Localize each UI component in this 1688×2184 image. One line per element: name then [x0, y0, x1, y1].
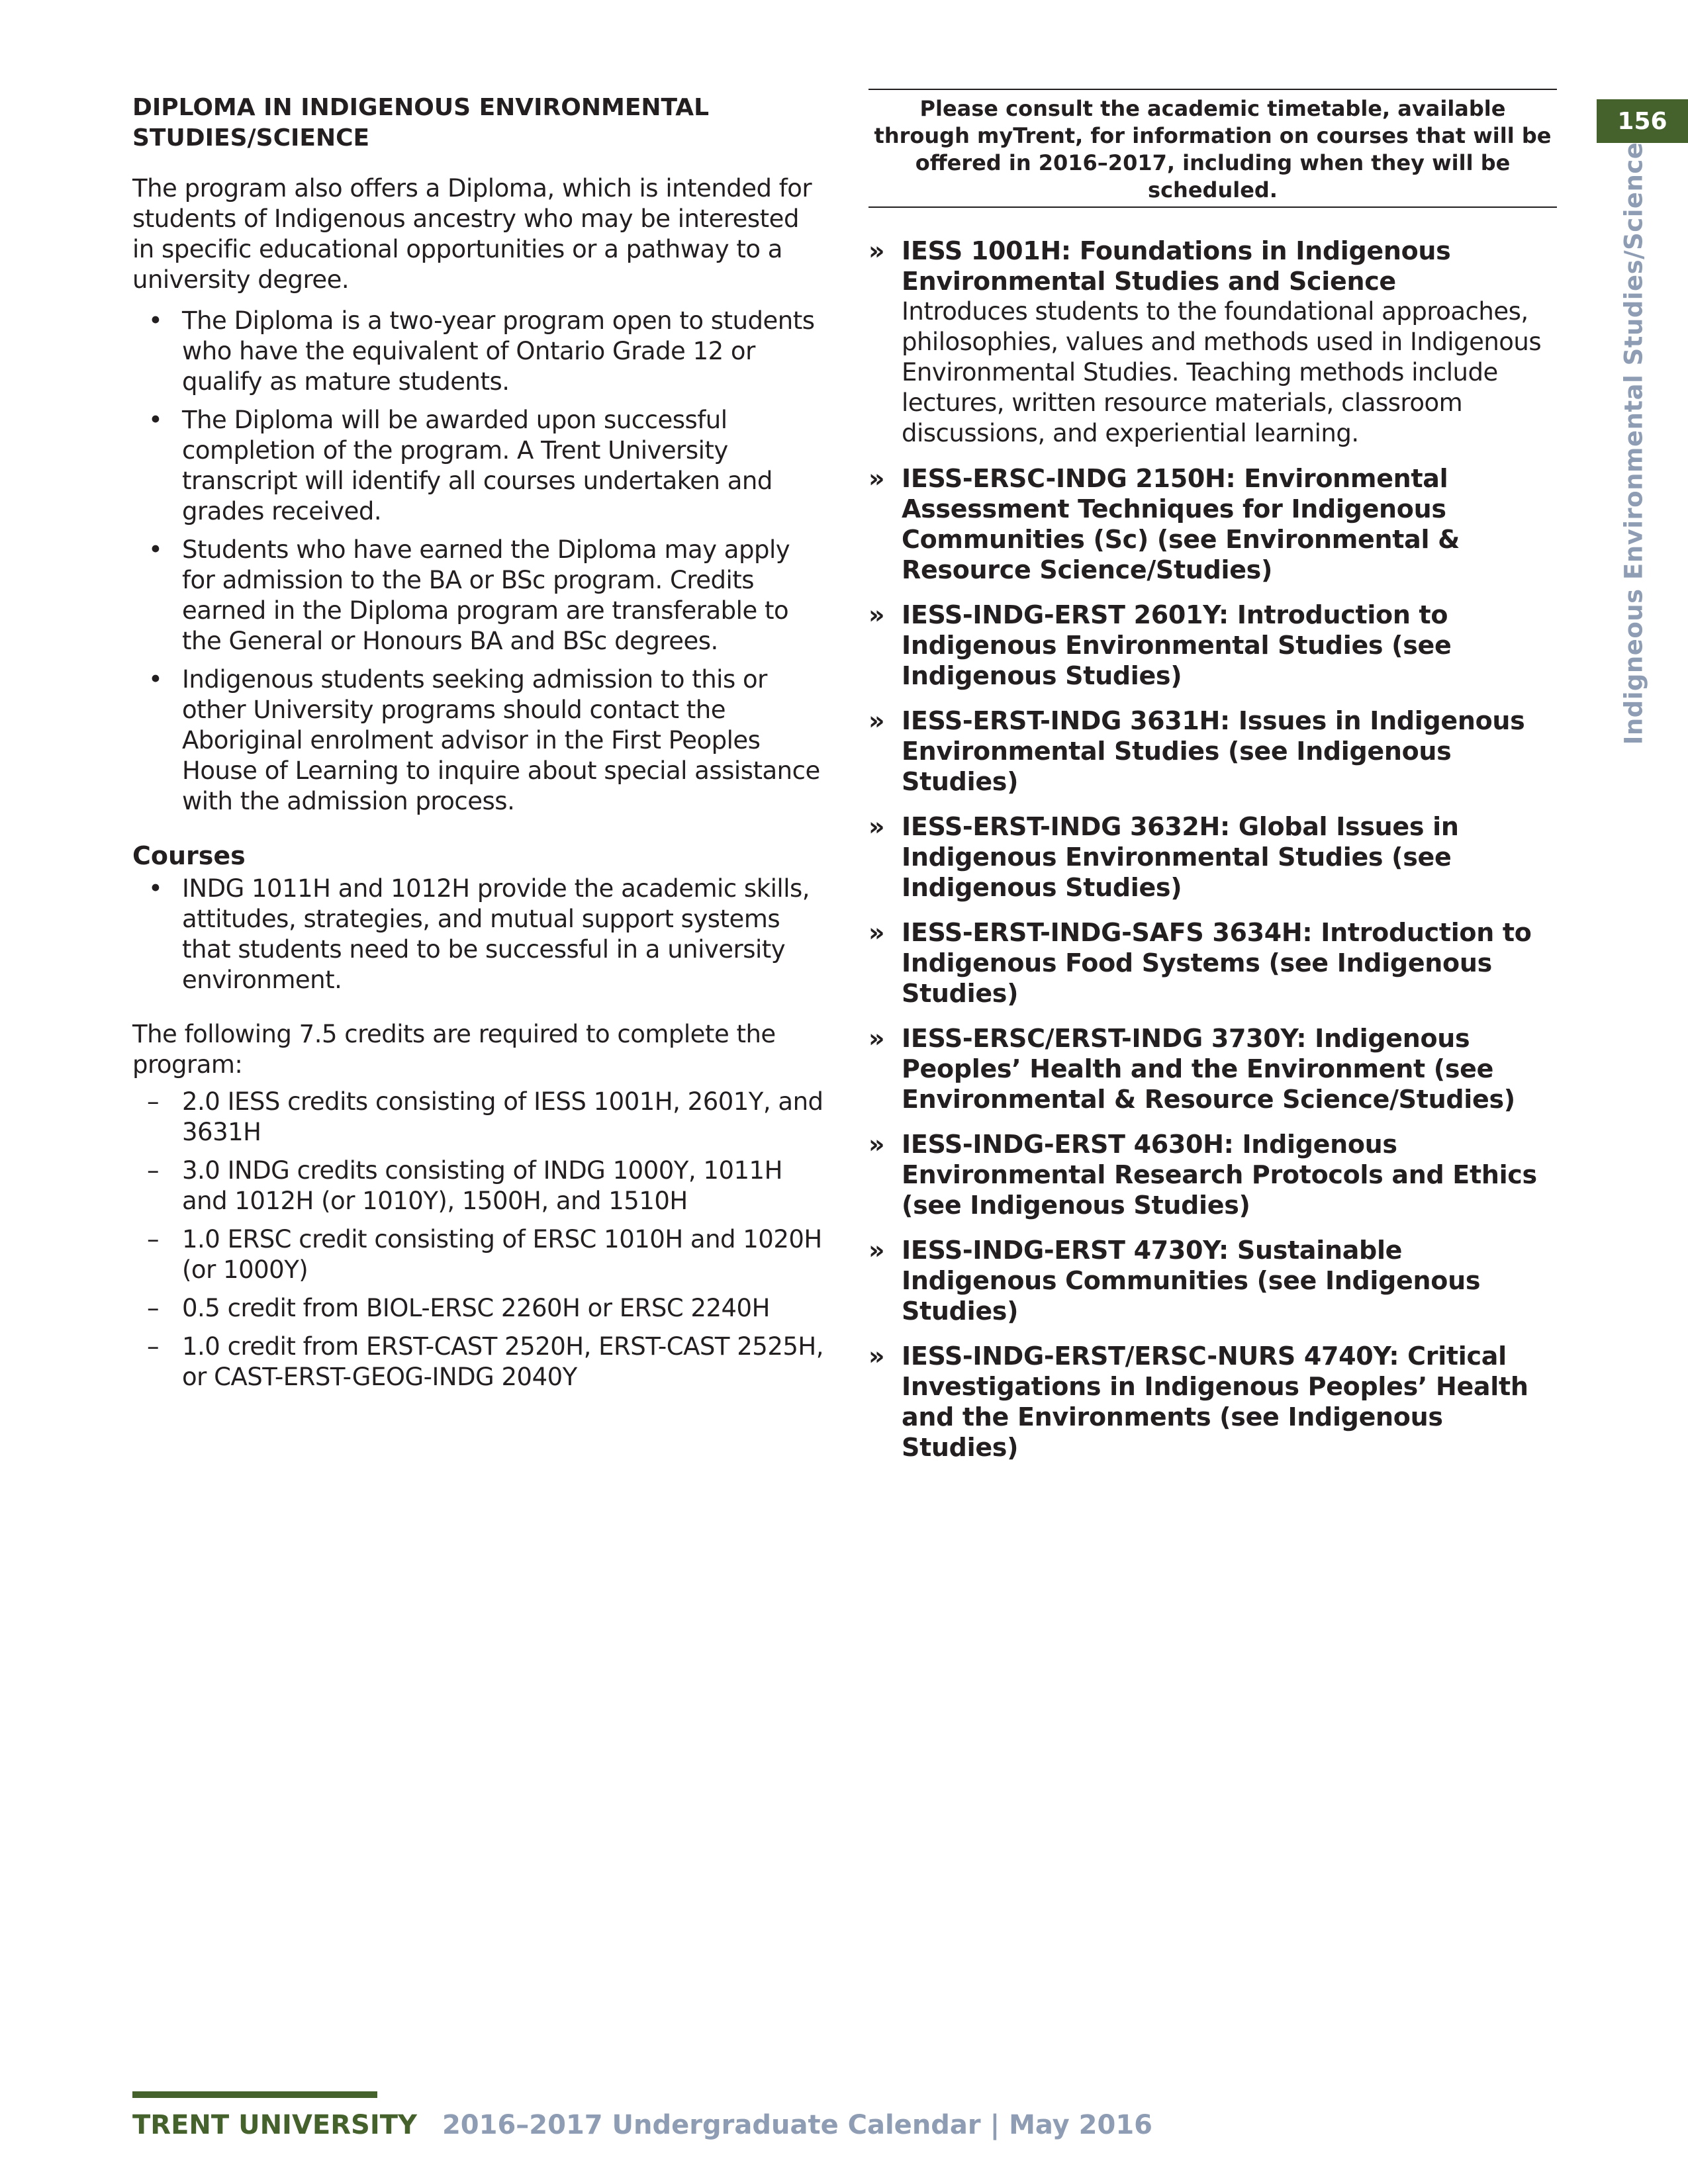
chevron-icon: »: [868, 918, 885, 947]
dash-icon: –: [147, 1225, 159, 1253]
course-item: [868, 236, 1557, 449]
bullet-item: [132, 664, 827, 817]
course-item: [868, 463, 1557, 585]
requirement-text: 3.0 INDG credits consisting of INDG 1000Y, 1011H and 1012H (or 1010Y), 1500H, and 1510H: [182, 1156, 782, 1215]
course-item: [868, 811, 1557, 903]
requirement-text: 0.5 credit from BIOL-ERSC 2260H or ERSC 2240H: [182, 1294, 770, 1322]
requirement-item: [132, 1224, 827, 1285]
page-number-badge: 156: [1597, 99, 1688, 143]
bullet-icon: •: [148, 306, 163, 335]
course-item: [868, 705, 1557, 797]
page-footer: [132, 2110, 1152, 2140]
requirement-item: [132, 1332, 827, 1392]
bullet-text: Indigenous students seeking admission to this or other University programs should contact the Aboriginal enrolment advisor in the First Peoples House of Learning to inquire about special assistance with the admission process.: [182, 665, 820, 815]
bullet-text: The Diploma will be awarded upon successful completion of the program. A Trent University transcript will identify all courses undertaken and grades received.: [182, 406, 773, 525]
dash-icon: –: [147, 1332, 159, 1361]
course-title: IESS-INDG-ERST 4630H: Indigenous Environmental Research Protocols and Ethics (see Indigenous Studies): [902, 1130, 1537, 1220]
chevron-icon: »: [868, 706, 885, 735]
course-title: IESS-ERST-INDG-SAFS 3634H: Introduction to Indigenous Food Systems (see Indigenous Studies): [902, 918, 1532, 1008]
left-column: [132, 93, 827, 1400]
requirements-list: [132, 1087, 827, 1392]
dash-icon: –: [147, 1294, 159, 1322]
chevron-icon: »: [868, 1342, 885, 1371]
course-item: [868, 1341, 1557, 1463]
bullet-item: [132, 306, 827, 397]
course-item: [868, 1235, 1557, 1326]
course-item: [868, 600, 1557, 691]
course-title: IESS-INDG-ERST/ERSC-NURS 4740Y: Critical Investigations in Indigenous Peoples’ Health and the Environments (see Indigenous Studies): [902, 1342, 1528, 1462]
course-title: IESS-INDG-ERST 4730Y: Sustainable Indigenous Communities (see Indigenous Studies): [902, 1236, 1481, 1326]
section-heading: DIPLOMA IN INDIGENOUS ENVIRONMENTAL STUDIES/SCIENCE: [132, 94, 710, 152]
dash-icon: –: [147, 1156, 159, 1185]
chevron-icon: »: [868, 464, 885, 493]
chevron-icon: »: [868, 236, 885, 265]
bullet-text: Students who have earned the Diploma may apply for admission to the BA or BSc program. Credits earned in the Diploma program are transferable to the General or Honours BA and BSc degrees.: [182, 535, 790, 655]
bullet-item: [132, 405, 827, 527]
chevron-icon: »: [868, 1130, 885, 1159]
requirement-text: 1.0 ERSC credit consisting of ERSC 1010H and 1020H (or 1000Y): [182, 1225, 822, 1284]
timetable-notice: Please consult the academic timetable, available through myTrent, for information on courses that will be offered in 2016–2017, including when they will be scheduled.: [868, 89, 1557, 208]
courses-subheading: Courses: [132, 841, 246, 870]
course-title: IESS-ERST-INDG 3631H: Issues in Indigenous Environmental Studies (see Indigenous Studies): [902, 706, 1525, 796]
bullet-icon: •: [148, 535, 163, 564]
bullet-icon: •: [148, 874, 163, 903]
bullet-text: INDG 1011H and 1012H provide the academic skills, attitudes, strategies, and mutual support systems that students need to be successful in a university environment.: [182, 874, 810, 994]
requirement-item: [132, 1293, 827, 1324]
course-title: IESS-ERSC/ERST-INDG 3730Y: Indigenous Peoples’ Health and the Environment (see Environmental & Resource Science/Studies): [902, 1024, 1515, 1114]
bullet-item: [132, 874, 827, 995]
requirement-text: 1.0 credit from ERST-CAST 2520H, ERST-CAST 2525H, or CAST-ERST-GEOG-INDG 2040Y: [182, 1332, 824, 1391]
chevron-icon: »: [868, 1236, 885, 1265]
course-description: Introduces students to the foundational approaches, philosophies, values and methods used in Indigenous Environmental Studies. Teaching methods include lectures, written resource materials, classroom discussions, and experiential learning.: [902, 297, 1542, 447]
bullet-item: [132, 535, 827, 657]
course-title: IESS 1001H: Foundations in Indigenous Environmental Studies and Science: [902, 236, 1451, 296]
footer-calendar: 2016–2017 Undergraduate Calendar | May 2016: [442, 2110, 1152, 2140]
bullet-text: The Diploma is a two-year program open to students who have the equivalent of Ontario Grade 12 or qualify as mature students.: [182, 306, 815, 396]
footer-rule: [132, 2091, 377, 2098]
course-item: [868, 1129, 1557, 1220]
requirements-intro: The following 7.5 credits are required to complete the program:: [132, 1020, 776, 1079]
bullet-icon: •: [148, 665, 163, 694]
right-column: [868, 89, 1557, 1477]
course-title: IESS-ERSC-INDG 2150H: Environmental Assessment Techniques for Indigenous Communities (Sc) (see Environmental & Resource Science/Studies): [902, 464, 1460, 584]
intro-paragraph: The program also offers a Diploma, which is intended for students of Indigenous ancestry who may be interested in specific educational opportunities or a pathway to a university degree.: [132, 174, 812, 294]
chevron-icon: »: [868, 600, 885, 629]
chevron-icon: »: [868, 812, 885, 841]
course-item: [868, 1023, 1557, 1115]
requirement-item: [132, 1156, 827, 1216]
footer-university: TRENT UNIVERSITY: [132, 2110, 417, 2140]
requirement-item: [132, 1087, 827, 1148]
dash-icon: –: [147, 1087, 159, 1116]
courses-bullet-list: [132, 874, 827, 995]
diploma-bullet-list: [132, 306, 827, 817]
course-list: [868, 236, 1557, 1463]
section-side-label: Indigneous Environmental Studies/Science: [1619, 142, 1648, 745]
requirement-text: 2.0 IESS credits consisting of IESS 1001H, 2601Y, and 3631H: [182, 1087, 823, 1146]
bullet-icon: •: [148, 406, 163, 434]
course-title: IESS-INDG-ERST 2601Y: Introduction to Indigenous Environmental Studies (see Indigenous Studies): [902, 600, 1452, 690]
course-title: IESS-ERST-INDG 3632H: Global Issues in Indigenous Environmental Studies (see Indigenous Studies): [902, 812, 1459, 902]
chevron-icon: »: [868, 1024, 885, 1053]
course-item: [868, 917, 1557, 1009]
